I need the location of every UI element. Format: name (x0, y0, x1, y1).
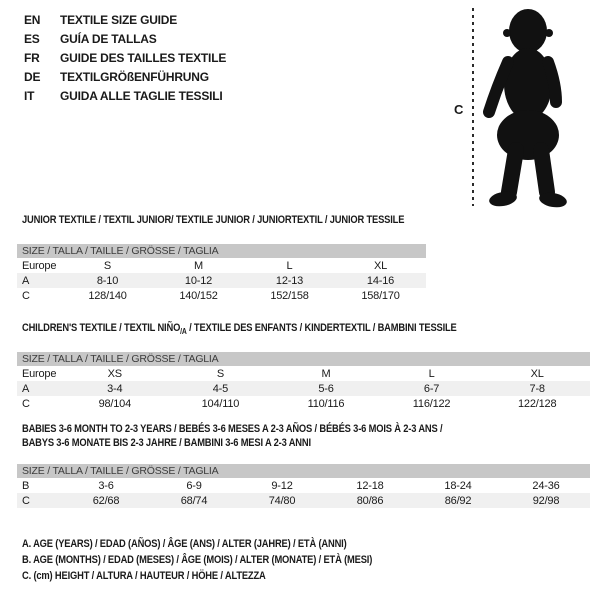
legend-height-cm: C. (cm) HEIGHT / ALTURA / HAUTEUR / HÖHE / ALTEZZA (22, 570, 266, 582)
table-cell: 3-6 (98, 479, 114, 492)
table-cell: 122/128 (518, 397, 557, 410)
language-title-list (24, 10, 226, 105)
babies-textile-section (17, 422, 590, 508)
guide-title-de: TEXTILGRÖßENFÜHRUNG (60, 69, 209, 84)
language-code: DE (24, 69, 41, 84)
childrens-size-table (17, 352, 590, 411)
table-cell: 104/110 (201, 397, 240, 410)
row-label: C (22, 289, 30, 302)
guide-title-it: GUIDA ALLE TAGLIE TESSILI (60, 88, 223, 103)
table-cell: 12-13 (275, 274, 304, 287)
childrens-textile-section (17, 321, 590, 411)
childrens-table-title (22, 321, 505, 339)
size-header-bar: SIZE / TALLA / TAILLE / GRÖSSE / TAGLIA (17, 244, 426, 258)
table-cell: XS (107, 367, 122, 380)
table-cell: 4-5 (212, 382, 229, 395)
table-row-months (17, 478, 590, 493)
title-subscript: /A (180, 327, 187, 337)
table-row-height (17, 288, 426, 303)
row-label: Europe (22, 367, 57, 380)
table-cell: S (103, 259, 112, 272)
table-row-height (17, 493, 590, 508)
language-row-en (24, 10, 226, 29)
junior-textile-section (17, 213, 426, 303)
table-cell: 12-18 (356, 479, 384, 492)
table-cell: 24-36 (532, 479, 560, 492)
table-cell: 14-16 (366, 274, 395, 287)
table-cell: 152/158 (270, 289, 309, 302)
table-cell: 80/86 (356, 494, 384, 507)
table-cell: 62/68 (92, 494, 120, 507)
row-label: C (22, 494, 30, 507)
table-cell: M (194, 259, 203, 272)
table-cell: 110/116 (307, 397, 345, 410)
table-cell: XL (373, 259, 388, 272)
row-label: A (22, 382, 30, 395)
table-cell: 74/80 (268, 494, 296, 507)
table-cell: 18-24 (444, 479, 472, 492)
table-cell: 68/74 (180, 494, 208, 507)
table-row-europe (17, 366, 590, 381)
guide-title-es: GUÍA DE TALLAS (60, 31, 157, 46)
table-row-europe (17, 258, 426, 273)
table-cell: 116/122 (412, 397, 451, 410)
size-header-bar: SIZE / TALLA / TAILLE / GRÖSSE / TAGLIA (17, 464, 590, 478)
language-row-fr (24, 48, 226, 67)
table-cell: 10-12 (184, 274, 213, 287)
table-cell: 9-12 (271, 479, 293, 492)
babies-table-title-line1: BABIES 3-6 MONTH TO 2-3 YEARS / BEBÉS 3-6 MESES A 2-3 AÑOS / BÉBÉS 3-6 MOIS À 2-3 ANS / (22, 423, 443, 435)
table-row-age (17, 273, 426, 288)
legend-age-months: B. AGE (MONTHS) / EDAD (MESES) / ÂGE (MOIS) / ALTER (MONATE) / ETÀ (MESI) (22, 554, 373, 566)
table-cell: 3-4 (107, 382, 123, 395)
language-code: ES (24, 31, 40, 46)
title-part: / TEXTILE DES ENFANTS / KINDERTEXTIL / BAMBINI TESSILE (186, 322, 457, 334)
language-code: IT (24, 88, 35, 103)
guide-title-en: TEXTILE SIZE GUIDE (60, 12, 178, 27)
table-cell: 98/104 (98, 397, 132, 410)
table-cell: 6-9 (186, 479, 202, 492)
table-row-age (17, 381, 590, 396)
height-measure-line (472, 8, 474, 206)
guide-title-fr: GUIDE DES TAILLES TEXTILE (60, 50, 227, 65)
row-label: A (22, 274, 30, 287)
table-cell: S (216, 367, 224, 380)
table-cell: L (286, 259, 293, 272)
height-measure-label: C (454, 102, 464, 117)
table-cell: 86/92 (444, 494, 472, 507)
junior-table-title: JUNIOR TEXTILE / TEXTIL JUNIOR/ TEXTILE JUNIOR / JUNIORTEXTIL / JUNIOR TESSILE (22, 214, 405, 226)
language-code: FR (24, 50, 40, 65)
table-cell: 158/170 (361, 289, 400, 302)
row-label: C (22, 397, 30, 410)
baby-silhouette-icon (478, 2, 578, 212)
language-row-es (24, 29, 226, 48)
table-cell: 7-8 (529, 382, 545, 395)
table-cell: 5-6 (318, 382, 334, 395)
table-cell: L (428, 367, 435, 380)
legend-age-years: A. AGE (YEARS) / EDAD (AÑOS) / ÂGE (ANS) / ALTER (JAHRE) / ETÀ (ANNI) (22, 538, 347, 550)
table-cell: 92/98 (532, 494, 560, 507)
table-cell: 6-7 (423, 382, 440, 395)
language-row-de (24, 67, 226, 86)
measurement-legend (22, 536, 434, 584)
language-code: EN (24, 12, 41, 27)
table-cell: 140/152 (179, 289, 218, 302)
title-part: CHILDREN'S TEXTILE / TEXTIL NIÑO (22, 322, 181, 334)
size-header-bar: SIZE / TALLA / TAILLE / GRÖSSE / TAGLIA (17, 352, 590, 366)
junior-size-table (17, 244, 426, 303)
table-row-height (17, 396, 590, 411)
table-cell: 8-10 (96, 274, 119, 287)
table-cell: 128/140 (88, 289, 127, 302)
language-row-it (24, 86, 226, 105)
table-cell: XL (530, 367, 544, 380)
row-label: B (22, 479, 30, 492)
figure-area (450, 0, 600, 215)
table-cell: M (321, 367, 331, 380)
row-label: Europe (22, 259, 57, 272)
babies-size-table (17, 464, 590, 508)
babies-table-title-line2: BABYS 3-6 MONATE BIS 2-3 JAHRE / BAMBINI 3-6 MESI A 2-3 ANNI (22, 437, 311, 449)
